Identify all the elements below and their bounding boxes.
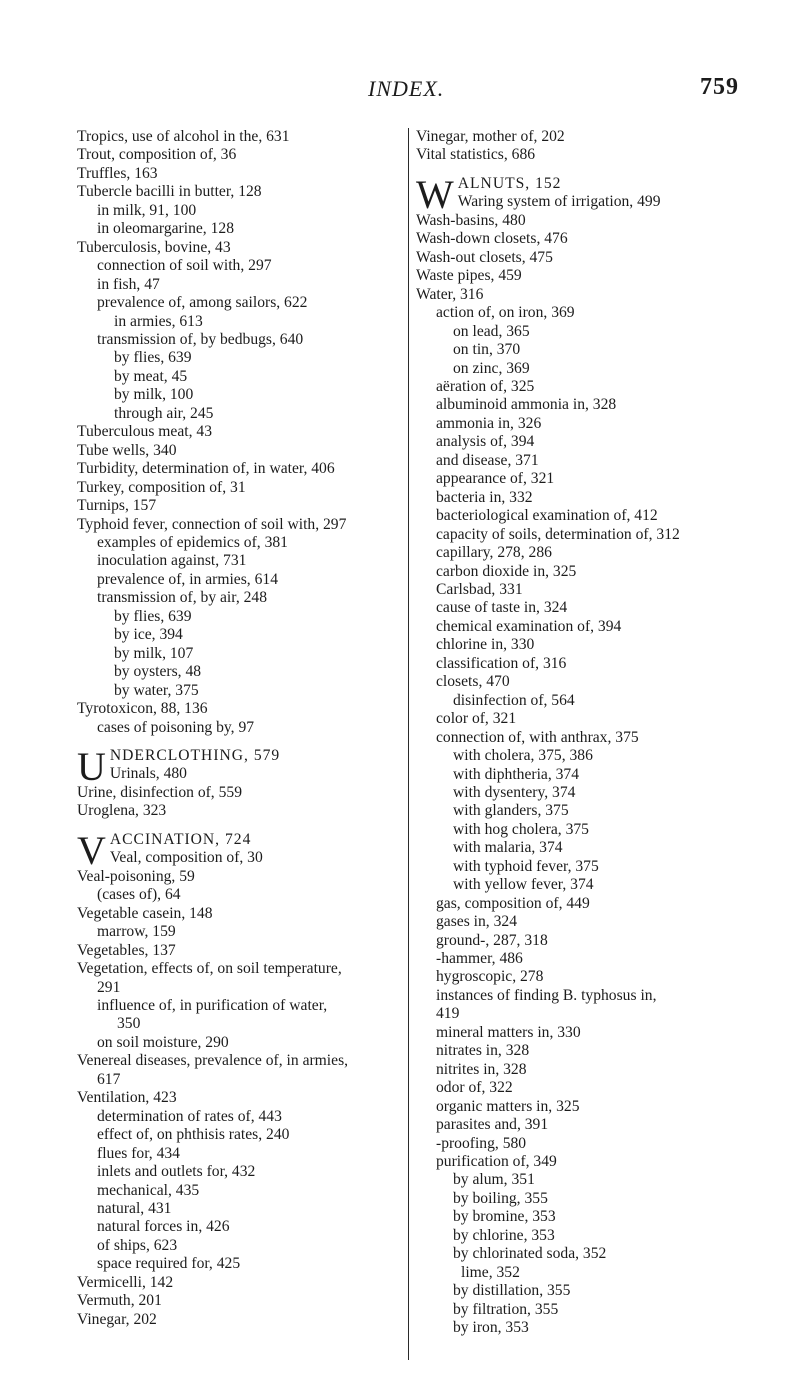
index-subentry: cause of taste in, 324	[436, 599, 568, 617]
index-entry: Turbidity, determination of, in water, 406	[77, 460, 335, 478]
index-entry: Waring system of irrigation, 499	[457, 193, 661, 211]
index-subentry: color of, 321	[436, 710, 517, 728]
index-subentry: on lead, 365	[453, 322, 530, 340]
index-entry: Tyrotoxicon, 88, 136	[77, 700, 208, 718]
index-entry: Water, 316	[416, 285, 484, 303]
index-entry: Vinegar, mother of, 202	[416, 128, 565, 145]
section-gap	[77, 737, 402, 747]
index-subentry: 617	[97, 1070, 121, 1088]
index-entry: Wash-down closets, 476	[416, 230, 568, 248]
index-subentry: with diphtheria, 374	[453, 765, 580, 783]
letter-section-start	[416, 175, 741, 212]
index-entry: Vegetable casein, 148	[77, 904, 213, 922]
index-subentry: by meat, 45	[114, 367, 188, 385]
index-entry: Vermicelli, 142	[77, 1273, 174, 1291]
index-subentry: by bromine, 353	[453, 1208, 556, 1226]
index-subentry: connection of, with anthrax, 375	[436, 728, 639, 746]
index-subentry: nitrites in, 328	[436, 1060, 527, 1078]
index-subentry: (cases of), 64	[97, 886, 181, 904]
index-subentry: with typhoid fever, 375	[453, 857, 599, 875]
index-subentry: by chlorinated soda, 352	[453, 1245, 607, 1263]
index-subentry: disinfection of, 564	[453, 691, 575, 709]
index-entry: Vermuth, 201	[77, 1292, 162, 1310]
index-subentry: by ice, 394	[114, 626, 183, 644]
index-subentry: examples of epidemics of, 381	[97, 533, 288, 551]
index-entry: Tropics, use of alcohol in the, 631	[77, 128, 290, 145]
index-entry: NDERCLOTHING, 579	[109, 746, 281, 764]
page-number: 759	[700, 74, 739, 100]
index-subentry: of ships, 623	[97, 1236, 178, 1254]
index-subentry: in milk, 91, 100	[97, 201, 197, 219]
index-subentry: inoculation against, 731	[97, 552, 247, 570]
index-entry: Tube wells, 340	[77, 441, 177, 459]
index-subentry: transmission of, by bedbugs, 640	[97, 330, 304, 348]
index-subentry: -hammer, 486	[436, 950, 523, 968]
index-entry: Truffles, 163	[77, 164, 158, 182]
index-subentry: gas, composition of, 449	[436, 894, 590, 912]
index-subentry: hygroscopic, 278	[436, 968, 544, 986]
letter-section-start	[77, 831, 402, 868]
index-subentry: classification of, 316	[436, 654, 567, 672]
index-subentry: by chlorine, 353	[453, 1226, 555, 1244]
index-subentry: with yellow fever, 374	[453, 876, 594, 894]
index-subentry: marrow, 159	[97, 923, 176, 941]
index-subentry: appearance of, 321	[436, 470, 555, 488]
index-subentry: in fish, 47	[97, 275, 160, 293]
index-entry: Ventilation, 423	[77, 1089, 177, 1107]
index-entry: Veal-poisoning, 59	[77, 867, 195, 885]
index-subentry: 350	[117, 1015, 141, 1033]
index-subentry: through air, 245	[114, 404, 214, 422]
index-entry: Turkey, composition of, 31	[77, 478, 246, 496]
index-subentry: connection of soil with, 297	[97, 257, 272, 275]
index-entry: Venereal diseases, prevalence of, in armies,	[77, 1052, 349, 1070]
index-subentry: with dysentery, 374	[453, 783, 576, 801]
index-subentry: mechanical, 435	[97, 1181, 200, 1199]
index-entry: Uroglena, 323	[77, 802, 167, 820]
index-subentry: analysis of, 394	[436, 433, 535, 451]
section-gap	[416, 165, 741, 175]
section-gap	[77, 821, 402, 831]
index-entry: ACCINATION, 724	[109, 830, 252, 848]
index-entry: Vegetables, 137	[77, 941, 176, 959]
index-subentry: on soil moisture, 290	[97, 1033, 229, 1051]
index-entry: Tuberculosis, bovine, 43	[77, 238, 231, 256]
index-subentry: prevalence of, in armies, 614	[97, 570, 278, 588]
index-column-right	[416, 128, 741, 1338]
index-subentry: cases of poisoning by, 97	[97, 718, 255, 736]
index-subentry: space required for, 425	[97, 1255, 241, 1273]
index-entry: Veal, composition of, 30	[109, 849, 263, 867]
index-entry: Trout, composition of, 36	[77, 146, 237, 164]
index-subentry: 419	[436, 1005, 460, 1023]
index-subentry: in armies, 613	[114, 312, 203, 330]
index-subentry: by filtration, 355	[453, 1300, 559, 1318]
index-entry: Tuberculous meat, 43	[77, 423, 212, 441]
index-subentry: transmission of, by air, 248	[97, 589, 268, 607]
index-subentry: bacteria in, 332	[436, 488, 533, 506]
section-initial: W	[416, 174, 454, 212]
index-entry: Urinals, 480	[109, 765, 187, 783]
index-subentry: purification of, 349	[436, 1153, 557, 1171]
index-column-left	[77, 128, 402, 1329]
index-entry: Vinegar, 202	[77, 1310, 157, 1328]
index-subentry: chlorine in, 330	[436, 636, 535, 654]
index-subentry: with malaria, 374	[453, 839, 563, 857]
index-subentry: by oysters, 48	[114, 663, 202, 681]
index-subentry: instances of finding B. typhosus in,	[436, 986, 657, 1004]
index-subentry: Carlsbad, 331	[436, 580, 523, 598]
index-entry: Turnips, 157	[77, 497, 157, 515]
index-subentry: by flies, 639	[114, 349, 192, 367]
index-subentry: capacity of soils, determination of, 312	[436, 525, 680, 543]
index-entry: Vital statistics, 686	[416, 146, 536, 164]
index-subentry: ground-, 287, 318	[436, 931, 548, 949]
index-subentry: influence of, in purification of water,	[97, 997, 328, 1015]
index-entry: Urine, disinfection of, 559	[77, 783, 242, 801]
section-initial: V	[77, 830, 106, 868]
index-subentry: on zinc, 369	[453, 359, 530, 377]
index-subentry: chemical examination of, 394	[436, 617, 622, 635]
index-subentry: with hog cholera, 375	[453, 820, 589, 838]
running-title: INDEX.	[368, 76, 445, 101]
index-subentry: prevalence of, among sailors, 622	[97, 294, 308, 312]
index-subentry: action of, on iron, 369	[436, 304, 575, 322]
page-header	[0, 74, 800, 104]
column-divider	[408, 128, 409, 1360]
index-subentry: flues for, 434	[97, 1144, 180, 1162]
letter-section-start	[77, 747, 402, 784]
index-subentry: on tin, 370	[453, 341, 521, 359]
index-subentry: carbon dioxide in, 325	[436, 562, 577, 580]
index-subentry: natural, 431	[97, 1200, 172, 1218]
index-entry: Wash-out closets, 475	[416, 248, 553, 266]
index-subentry: organic matters in, 325	[436, 1097, 580, 1115]
index-subentry: with cholera, 375, 386	[453, 747, 593, 765]
index-subentry: bacteriological examination of, 412	[436, 507, 658, 525]
index-subentry: parasites and, 391	[436, 1116, 549, 1134]
index-entry: Tubercle bacilli in butter, 128	[77, 183, 262, 201]
index-subentry: ammonia in, 326	[436, 414, 542, 432]
index-subentry: by water, 375	[114, 681, 199, 699]
index-subentry: closets, 470	[436, 673, 510, 691]
index-subentry: lime, 352	[461, 1263, 520, 1281]
index-entry: Typhoid fever, connection of soil with, 297	[77, 515, 347, 533]
index-subentry: by milk, 107	[114, 644, 194, 662]
index-subentry: aëration of, 325	[436, 377, 535, 395]
index-entry: ALNUTS, 152	[457, 174, 562, 192]
index-subentry: by boiling, 355	[453, 1189, 548, 1207]
index-subentry: gases in, 324	[436, 913, 517, 931]
index-subentry: inlets and outlets for, 432	[97, 1163, 256, 1181]
index-subentry: by distillation, 355	[453, 1282, 571, 1300]
index-subentry: 291	[97, 978, 121, 996]
index-subentry: albuminoid ammonia in, 328	[436, 396, 617, 414]
index-entry: Waste pipes, 459	[416, 267, 522, 285]
index-subentry: in oleomargarine, 128	[97, 220, 234, 238]
index-entry: Wash-basins, 480	[416, 211, 526, 229]
index-entry: Vegetation, effects of, on soil temperature,	[77, 960, 342, 978]
index-subentry: odor of, 322	[436, 1079, 513, 1097]
section-initial: U	[77, 746, 106, 784]
index-subentry: by alum, 351	[453, 1171, 535, 1189]
index-subentry: with glanders, 375	[453, 802, 569, 820]
index-subentry: natural forces in, 426	[97, 1218, 230, 1236]
index-subentry: and disease, 371	[436, 451, 539, 469]
index-subentry: -proofing, 580	[436, 1134, 527, 1152]
index-subentry: mineral matters in, 330	[436, 1023, 581, 1041]
index-subentry: determination of rates of, 443	[97, 1107, 282, 1125]
index-subentry: by milk, 100	[114, 386, 194, 404]
index-subentry: nitrates in, 328	[436, 1042, 530, 1060]
index-subentry: capillary, 278, 286	[436, 544, 552, 562]
index-subentry: effect of, on phthisis rates, 240	[97, 1126, 290, 1144]
index-subentry: by iron, 353	[453, 1319, 529, 1337]
index-subentry: by flies, 639	[114, 607, 192, 625]
